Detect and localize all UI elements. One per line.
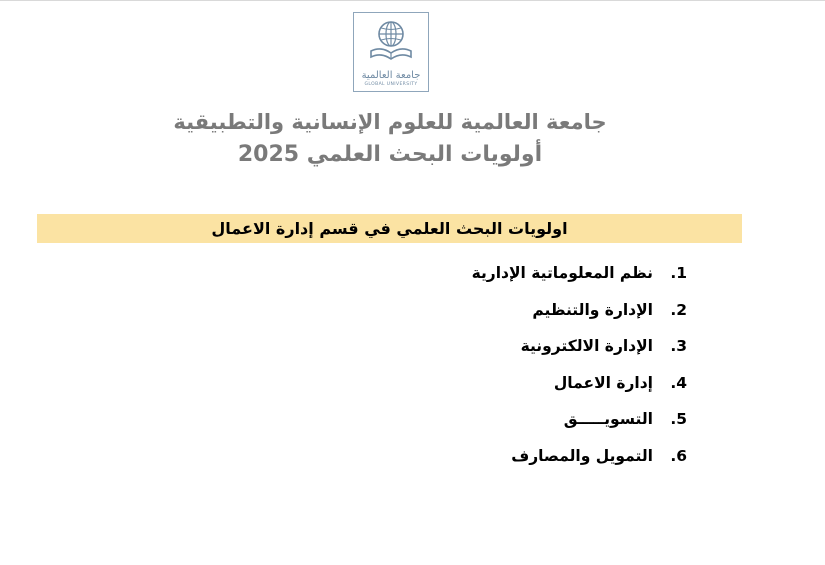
university-name: جامعة العالمية للعلوم الإنسانية والتطبيقية [173, 110, 607, 134]
list-item [267, 337, 687, 374]
university-logo [353, 12, 429, 92]
list-item-number: 5. [670, 410, 687, 428]
globe-book-icon [354, 13, 428, 69]
list-item-number: 6. [670, 446, 687, 465]
list-item-label: نظم المعلوماتية الإدارية [471, 264, 653, 282]
list-item [267, 301, 687, 338]
list-item [267, 374, 687, 411]
list-item-label: التسويـــــق [563, 410, 653, 428]
list-item [267, 410, 687, 447]
list-item-label: الإدارة والتنظيم [532, 300, 653, 319]
list-item [267, 447, 687, 484]
list-item-label: إدارة الاعمال [553, 373, 653, 392]
document-title: أولويات البحث العلمي 2025 [237, 142, 543, 167]
list-item-label: التمويل والمصارف [511, 446, 653, 465]
list-item-number: 1. [670, 264, 687, 282]
logo-english-text: GLOBAL UNIVERSITY [364, 82, 418, 87]
list-item-label: الإدارة الالكترونية [520, 337, 653, 355]
section-heading: اولويات البحث العلمي في قسم إدارة الاعمال [211, 219, 568, 238]
logo-arabic-text: جامعة العالمية [361, 70, 421, 81]
list-item-number: 2. [670, 300, 687, 319]
list-item [267, 264, 687, 301]
section-heading-banner [37, 214, 742, 243]
priorities-list [267, 264, 687, 483]
list-item-number: 4. [670, 373, 687, 392]
list-item-number: 3. [670, 337, 687, 355]
top-divider [0, 0, 825, 1]
